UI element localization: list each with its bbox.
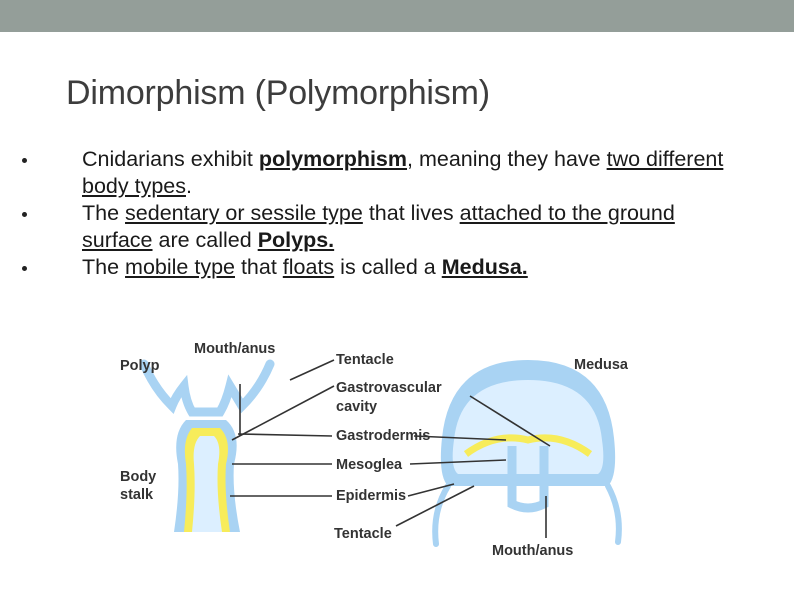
bullet-text-underlined: attached to the ground surface: [82, 201, 675, 252]
bullet-text-emphasis: polymorphism: [258, 147, 408, 171]
bullet-text-underlined: two different body types: [82, 147, 724, 198]
label-stalk: stalk: [120, 487, 154, 503]
bullet-text: that lives: [362, 201, 460, 225]
label-mouth-anus-bottom: Mouth/anus: [492, 543, 574, 559]
label-tentacle-top: Tentacle: [336, 352, 394, 368]
bullet-text: that: [234, 255, 283, 279]
bullet-text: The: [82, 201, 126, 225]
polyp-tentacles: [144, 364, 270, 412]
bullet-dot-icon: [22, 158, 27, 163]
medusa-tentacles: [435, 486, 619, 544]
bullet-text: is called a: [334, 255, 442, 279]
label-epidermis: Epidermis: [336, 488, 407, 504]
label-mesoglea: Mesoglea: [336, 457, 403, 473]
label-mouth-anus-top: Mouth/anus: [194, 341, 276, 357]
label-tentacle-bottom: Tentacle: [334, 526, 392, 542]
bullet-text: Cnidarians exhibit: [82, 147, 259, 171]
label-body: Body: [120, 469, 157, 485]
polyp-illustration: [144, 364, 270, 532]
bullet-text-emphasis: Medusa.: [441, 255, 528, 279]
bullet-text: , meaning they have: [407, 147, 607, 171]
bullet-list: [82, 146, 732, 281]
bullet-text: The: [82, 255, 126, 279]
polyp-cavity: [192, 436, 222, 532]
bullet-item: [82, 254, 732, 281]
bullet-dot-icon: [22, 266, 27, 271]
bullet-text-emphasis: Polyps.: [257, 228, 335, 252]
bullet-text-underlined: mobile type: [125, 255, 235, 279]
bullet-text-underlined: sedentary or sessile type: [125, 201, 363, 225]
bullet-text: .: [185, 174, 192, 198]
label-medusa: Medusa: [574, 357, 628, 373]
bullet-text-underlined: floats: [282, 255, 335, 279]
bullet-item: [82, 200, 732, 254]
label-polyp: Polyp: [120, 358, 160, 374]
bullet-dot-icon: [22, 212, 27, 217]
medusa-illustration: [435, 360, 619, 544]
polyp-medusa-diagram: [114, 336, 634, 566]
top-banner: [0, 0, 794, 32]
label-gastrovascular: Gastrovascular: [336, 380, 442, 396]
label-gastrodermis: Gastrodermis: [336, 428, 431, 444]
bullet-text: are called: [152, 228, 258, 252]
slide-title: Dimorphism (Polymorphism): [66, 74, 490, 112]
label-cavity: cavity: [336, 399, 378, 415]
bullet-item: [82, 146, 732, 200]
